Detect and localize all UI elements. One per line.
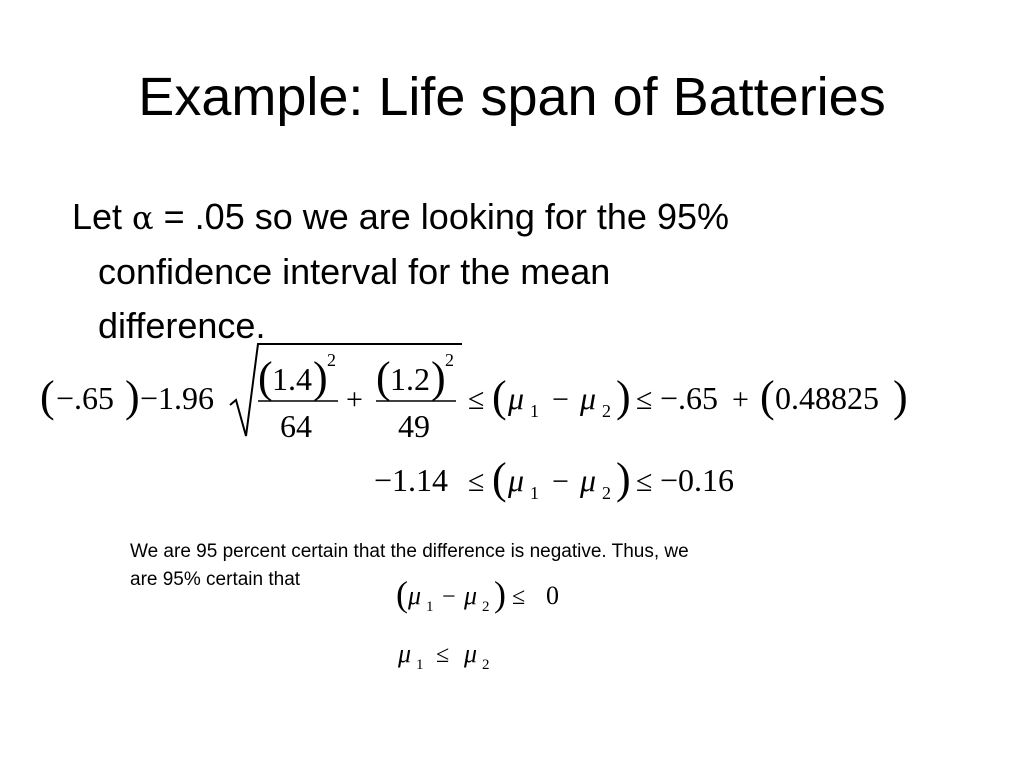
eq1-lparen: ( xyxy=(40,372,55,421)
eq2-lparen: ( xyxy=(492,454,507,503)
eq1-rhs-plus: + xyxy=(732,383,749,416)
frac1-lparen: ( xyxy=(258,353,273,402)
eq1-margin: 0.48825 xyxy=(775,380,879,416)
eq1-mu-lparen: ( xyxy=(492,372,507,421)
frac1-exponent: 2 xyxy=(327,350,336,370)
eq1-margin-lparen: ( xyxy=(760,372,775,421)
eq3-sub1: 1 xyxy=(426,599,434,615)
eq4-sub2: 2 xyxy=(482,657,490,673)
eq1-z-value: −1.96 xyxy=(140,380,215,416)
frac2-rparen: ) xyxy=(431,353,446,402)
frac2-lparen: ( xyxy=(376,353,391,402)
slide-title: Example: Life span of Batteries xyxy=(138,67,886,127)
eq2-upper: −0.16 xyxy=(660,462,735,498)
eq3-mu2: μ xyxy=(464,581,478,610)
eq1-sub1: 1 xyxy=(530,401,539,421)
frac1-numerator: 1.4 xyxy=(272,361,312,397)
eq1-rhs-value: −.65 xyxy=(660,380,719,416)
eq1-leq-1: ≤ xyxy=(468,383,485,416)
eq2-leq-2: ≤ xyxy=(636,465,653,498)
bullet-line-3: difference. xyxy=(98,305,266,346)
eq2-rparen: ) xyxy=(616,454,631,503)
eq2-minus: − xyxy=(552,465,569,498)
bullet-line-2: confidence interval for the mean xyxy=(98,251,611,292)
eq3-lparen: ( xyxy=(396,574,408,614)
note-line-1: We are 95 percent certain that the difference is negative. Thus, we xyxy=(130,541,689,562)
frac2-numerator: 1.2 xyxy=(390,361,430,397)
eq4-leq: ≤ xyxy=(436,642,450,668)
eq1-margin-rparen: ) xyxy=(893,372,908,421)
bullet-let: Let xyxy=(72,196,133,237)
frac2-denominator: 49 xyxy=(398,408,430,444)
eq1-lhs-value: −.65 xyxy=(56,380,115,416)
eq2-mu1: μ xyxy=(508,462,525,498)
eq1-rparen: ) xyxy=(125,372,140,421)
eq4-sub1: 1 xyxy=(416,657,424,673)
eq3-mu1: μ xyxy=(408,581,422,610)
bullet-line-1-rest: = .05 so we are looking for the 95% xyxy=(153,196,730,237)
eq2-leq-1: ≤ xyxy=(468,465,485,498)
eq1-mu1: μ xyxy=(508,380,525,416)
frac2-exponent: 2 xyxy=(445,350,454,370)
eq2-sub2: 2 xyxy=(602,483,611,503)
alpha-symbol: α xyxy=(132,199,154,237)
note-line-2: are 95% certain that xyxy=(130,569,301,590)
eq1-minus: − xyxy=(552,383,569,416)
eq1-mu2: μ xyxy=(580,380,597,416)
eq2-lower: −1.14 xyxy=(374,462,449,498)
eq1-mu-rparen: ) xyxy=(616,372,631,421)
eq4-mu1: μ xyxy=(398,639,412,668)
eq4-mu2: μ xyxy=(464,639,478,668)
frac1-rparen: ) xyxy=(313,353,328,402)
eq2-sub1: 1 xyxy=(530,483,539,503)
eq1-leq-2: ≤ xyxy=(636,383,653,416)
eq3-rparen: ) xyxy=(494,574,506,614)
eq1-sub2: 2 xyxy=(602,401,611,421)
eq1-plus: + xyxy=(346,383,363,416)
eq3-leq: ≤ xyxy=(512,584,526,610)
eq2-mu2: μ xyxy=(580,462,597,498)
eq3-minus: − xyxy=(442,584,456,610)
eq3-zero: 0 xyxy=(546,581,559,610)
eq3-sub2: 2 xyxy=(482,599,490,615)
frac1-denominator: 64 xyxy=(280,408,312,444)
